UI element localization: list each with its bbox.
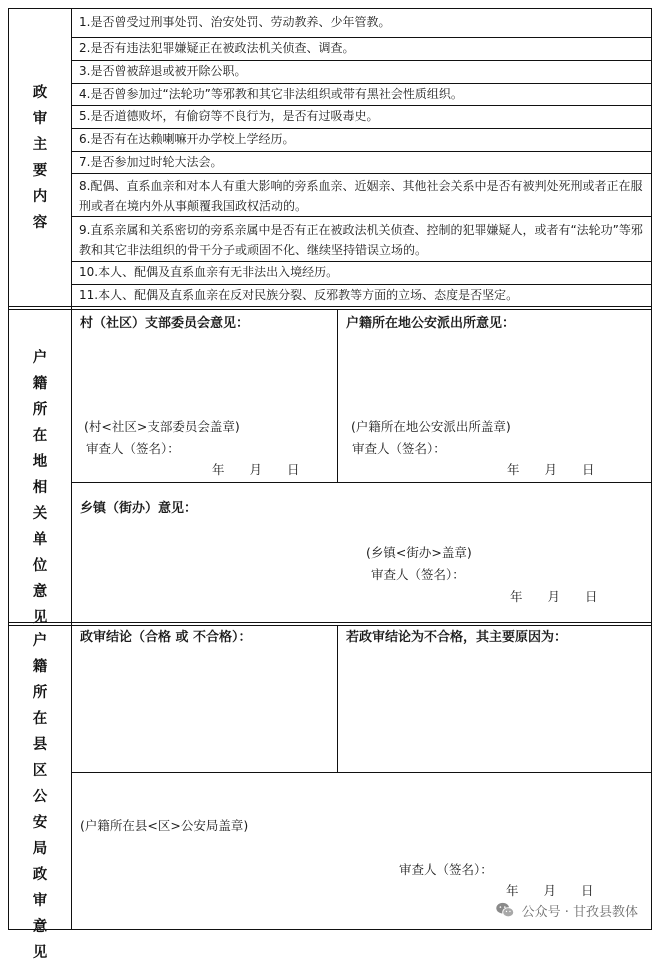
- review-item-3: 3.是否曾被辞退或被开除公职。: [79, 64, 247, 78]
- township-reviewer-signature[interactable]: 审查人（签名）：: [371, 567, 465, 582]
- row-divider: [71, 83, 652, 84]
- review-item-4: 4.是否曾参加过“法轮功”等邪教和其它非法组织或带有黑社会性质组织。: [79, 87, 463, 101]
- row-divider: [71, 482, 652, 483]
- section-label-local-units: 户籍所在地相关单位意见: [32, 350, 48, 626]
- review-item-7: 7.是否参加过时轮大法会。: [79, 155, 223, 169]
- col-divider: [337, 309, 338, 482]
- county-police-seal-note: (户籍所在县<区>公安局盖章): [80, 818, 249, 833]
- row-divider: [71, 772, 652, 773]
- row-divider: [71, 128, 652, 129]
- county-police-reviewer-signature[interactable]: 审查人（签名）：: [399, 862, 493, 877]
- village-reviewer-signature[interactable]: 审查人（签名）：: [86, 441, 180, 456]
- review-item-2: 2.是否有违法犯罪嫌疑正在被政法机关侦查、调查。: [79, 41, 355, 55]
- row-divider: [71, 60, 652, 61]
- township-date[interactable]: 年 月 日: [510, 589, 598, 604]
- village-seal-note: (村<社区>支部委员会盖章): [84, 419, 240, 434]
- review-item-11: 11.本人、配偶及直系血亲在反对民族分裂、反邪教等方面的立场、态度是否坚定。: [79, 288, 519, 302]
- village-opinion-title: 村（社区）支部委员会意见：: [80, 316, 250, 331]
- table-border-top: [8, 8, 652, 9]
- table-border-bottom: [8, 929, 652, 930]
- wechat-icon: [494, 899, 516, 921]
- review-conclusion-title: 政审结论（合格 或 不合格）：: [80, 630, 252, 645]
- village-date[interactable]: 年 月 日: [212, 462, 300, 477]
- county-police-date[interactable]: 年 月 日: [506, 883, 594, 898]
- row-divider: [71, 37, 652, 38]
- section-divider-2: [8, 622, 652, 623]
- row-divider: [71, 151, 652, 152]
- section-divider-1: [8, 306, 652, 307]
- col-divider: [337, 625, 338, 772]
- review-item-10: 10.本人、配偶及直系血亲有无非法出入境经历。: [79, 265, 339, 279]
- fail-reason-title: 若政审结论为不合格，其主要原因为：: [346, 630, 568, 645]
- row-divider: [71, 216, 652, 217]
- row-divider: [71, 284, 652, 285]
- police-station-seal-note: (户籍所在地公安派出所盖章): [351, 419, 511, 434]
- police-station-reviewer-signature[interactable]: 审查人（签名）：: [352, 441, 446, 456]
- township-seal-note: (乡镇<街办>盖章): [366, 545, 472, 560]
- review-item-1: 1.是否曾受过刑事处罚、治安处罚、劳动教养、少年管教。: [79, 15, 391, 29]
- watermark: [494, 899, 638, 921]
- police-station-opinion-title: 户籍所在地公安派出所意见：: [346, 316, 516, 331]
- row-divider: [71, 173, 652, 174]
- table-border-left: [8, 8, 9, 930]
- section-label-review-content: 政审主要内容: [32, 85, 48, 231]
- section-divider-1b: [8, 309, 652, 310]
- review-item-6: 6.是否有在达赖喇嘛开办学校上学经历。: [79, 132, 295, 146]
- review-item-5: 5.是否道德败坏，有偷窃等不良行为，是否有过吸毒史。: [79, 109, 379, 123]
- section-label-county-police: 户籍所在县区公安局政审意见: [32, 633, 48, 961]
- review-item-9: 9.直系亲属和关系密切的旁系亲属中是否有正在被政法机关侦查、控制的犯罪嫌疑人，或者有“法轮功”等邪教和其它非法组织的骨干分子或顽固不化、继续坚持错误立场的。: [79, 223, 643, 257]
- table-border-right: [651, 8, 652, 930]
- label-column-divider: [71, 8, 72, 930]
- row-divider: [71, 261, 652, 262]
- section-divider-2b: [8, 625, 652, 626]
- review-item-8: 8.配偶、直系血亲和对本人有重大影响的旁系血亲、近姻亲、其他社会关系中是否有被判处死刑或者正在服刑或者在境内外从事颠覆我国政权活动的。: [79, 179, 643, 213]
- watermark-text: 公众号 · 甘孜县教体: [521, 904, 638, 920]
- township-opinion-title: 乡镇（街办）意见：: [80, 501, 198, 516]
- row-divider: [71, 105, 652, 106]
- police-station-date[interactable]: 年 月 日: [507, 462, 595, 477]
